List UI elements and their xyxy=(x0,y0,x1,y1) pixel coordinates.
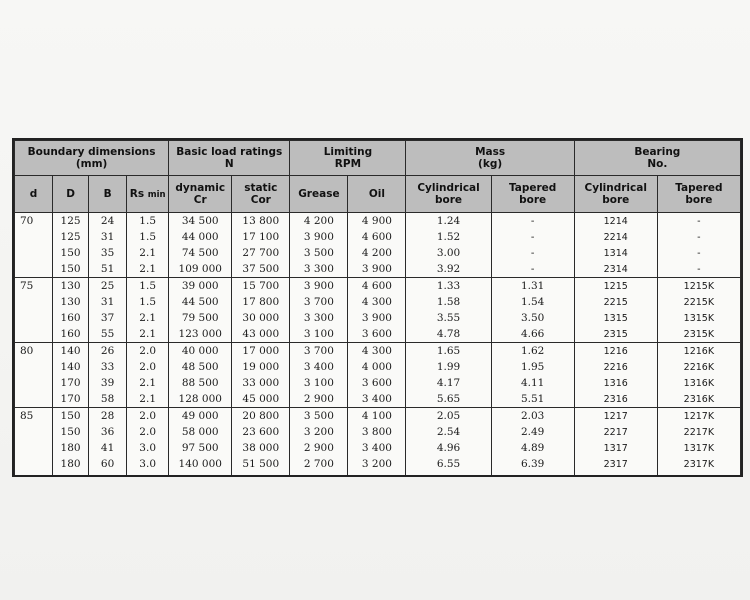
group-header: Basic load ratings N xyxy=(169,141,290,176)
table-cell: - xyxy=(491,229,574,245)
table-cell: 4 300 xyxy=(348,294,406,310)
table-cell: 1316K xyxy=(657,375,740,391)
table-cell: 2.0 xyxy=(127,359,169,375)
table-row xyxy=(15,456,741,475)
table-cell: 33 000 xyxy=(232,375,290,391)
table-cell: 3 600 xyxy=(348,375,406,391)
table-cell: 36 xyxy=(89,424,127,440)
table-cell: 170 xyxy=(53,375,89,391)
table-cell: 17 800 xyxy=(232,294,290,310)
table-cell: 28 xyxy=(89,408,127,425)
table-cell: 2 900 xyxy=(290,391,348,408)
table-cell: 2.05 xyxy=(406,408,491,425)
table-cell: 1315K xyxy=(657,310,740,326)
table-cell: 33 xyxy=(89,359,127,375)
bore-diameter-cell xyxy=(15,229,53,245)
table-cell: 3 400 xyxy=(348,391,406,408)
table-cell: 1316 xyxy=(574,375,657,391)
table-cell: 2.1 xyxy=(127,261,169,278)
table-cell: - xyxy=(491,245,574,261)
table-cell: 58 000 xyxy=(169,424,232,440)
group-header-row xyxy=(15,141,741,176)
column-header: Oil xyxy=(348,176,406,213)
table-cell: 1215 xyxy=(574,278,657,295)
table-cell: 40 000 xyxy=(169,343,232,360)
table-cell: 150 xyxy=(53,261,89,278)
table-cell: 20 800 xyxy=(232,408,290,425)
bore-diameter-cell xyxy=(15,391,53,408)
table-cell: 6.39 xyxy=(491,456,574,475)
table-cell: 3 900 xyxy=(290,278,348,295)
column-header: static Cor xyxy=(232,176,290,213)
table-cell: 1214 xyxy=(574,213,657,230)
table-cell: 3 900 xyxy=(348,261,406,278)
bore-diameter-cell xyxy=(15,456,53,475)
table-cell: 128 000 xyxy=(169,391,232,408)
table-cell: 43 000 xyxy=(232,326,290,343)
table-cell: 19 000 xyxy=(232,359,290,375)
table-cell: 25 xyxy=(89,278,127,295)
group-header: Limiting RPM xyxy=(290,141,406,176)
table-cell: 5.65 xyxy=(406,391,491,408)
table-cell: 79 500 xyxy=(169,310,232,326)
table-cell: 1317K xyxy=(657,440,740,456)
table-cell: 1.52 xyxy=(406,229,491,245)
table-cell: 1.5 xyxy=(127,294,169,310)
table-cell: 3.0 xyxy=(127,456,169,475)
table-cell: 74 500 xyxy=(169,245,232,261)
table-cell: 4 300 xyxy=(348,343,406,360)
bore-diameter-cell: 85 xyxy=(15,408,53,425)
column-header: dynamic Cr xyxy=(169,176,232,213)
table-cell: 2314 xyxy=(574,261,657,278)
table-cell: 4 200 xyxy=(348,245,406,261)
table-cell: 15 700 xyxy=(232,278,290,295)
table-cell: 2.1 xyxy=(127,391,169,408)
table-cell: 2215K xyxy=(657,294,740,310)
bore-diameter-cell: 70 xyxy=(15,213,53,230)
table-cell: 3.0 xyxy=(127,440,169,456)
table-cell: 3.00 xyxy=(406,245,491,261)
table-cell: 37 500 xyxy=(232,261,290,278)
table-cell: 26 xyxy=(89,343,127,360)
table-row xyxy=(15,310,741,326)
table-cell: 4.66 xyxy=(491,326,574,343)
column-header: B xyxy=(89,176,127,213)
column-header: D xyxy=(53,176,89,213)
table-cell: 3.92 xyxy=(406,261,491,278)
table-cell: 4 900 xyxy=(348,213,406,230)
table-cell: 2315K xyxy=(657,326,740,343)
table-cell: 17 100 xyxy=(232,229,290,245)
table-cell: 51 500 xyxy=(232,456,290,475)
bearing-spec-table xyxy=(14,140,741,475)
table-cell: 1217 xyxy=(574,408,657,425)
table-cell: 3 800 xyxy=(348,424,406,440)
table-cell: 1.62 xyxy=(491,343,574,360)
table-cell: 3 700 xyxy=(290,294,348,310)
table-cell: 45 000 xyxy=(232,391,290,408)
table-cell: - xyxy=(657,245,740,261)
table-cell: 44 000 xyxy=(169,229,232,245)
table-cell: - xyxy=(491,213,574,230)
column-header-row xyxy=(15,176,741,213)
bore-diameter-cell xyxy=(15,326,53,343)
table-row xyxy=(15,343,741,360)
table-cell: 55 xyxy=(89,326,127,343)
table-cell: 1216K xyxy=(657,343,740,360)
table-cell: 2.54 xyxy=(406,424,491,440)
table-cell: 140 xyxy=(53,359,89,375)
table-cell: 2317K xyxy=(657,456,740,475)
table-cell: 34 500 xyxy=(169,213,232,230)
group-header: Bearing No. xyxy=(574,141,740,176)
group-header: Boundary dimensions (mm) xyxy=(15,141,169,176)
table-cell: 2215 xyxy=(574,294,657,310)
table-cell: 180 xyxy=(53,440,89,456)
table-cell: 150 xyxy=(53,408,89,425)
table-cell: 160 xyxy=(53,310,89,326)
table-cell: 1216 xyxy=(574,343,657,360)
column-header: d xyxy=(15,176,53,213)
table-body xyxy=(15,213,741,476)
table-cell: 1317 xyxy=(574,440,657,456)
table-cell: 180 xyxy=(53,456,89,475)
table-cell: 140 000 xyxy=(169,456,232,475)
table-cell: 1315 xyxy=(574,310,657,326)
table-row xyxy=(15,261,741,278)
table-cell: 31 xyxy=(89,229,127,245)
column-header: Grease xyxy=(290,176,348,213)
table-cell: 3.50 xyxy=(491,310,574,326)
table-cell: 5.51 xyxy=(491,391,574,408)
table-cell: 1.24 xyxy=(406,213,491,230)
table-cell: 125 xyxy=(53,229,89,245)
table-cell: 3 700 xyxy=(290,343,348,360)
table-cell: 1.99 xyxy=(406,359,491,375)
bore-diameter-cell xyxy=(15,440,53,456)
table-row xyxy=(15,424,741,440)
table-cell: 35 xyxy=(89,245,127,261)
table-cell: 2.49 xyxy=(491,424,574,440)
table-cell: 2.1 xyxy=(127,310,169,326)
table-cell: 2.1 xyxy=(127,245,169,261)
column-header: Cylindrical bore xyxy=(406,176,491,213)
table-cell: 2.0 xyxy=(127,424,169,440)
bore-diameter-cell xyxy=(15,294,53,310)
table-cell: - xyxy=(491,261,574,278)
table-cell: 58 xyxy=(89,391,127,408)
table-cell: 27 700 xyxy=(232,245,290,261)
table-cell: 1215K xyxy=(657,278,740,295)
table-cell: 39 xyxy=(89,375,127,391)
table-cell: 4 000 xyxy=(348,359,406,375)
table-cell: 1.5 xyxy=(127,213,169,230)
table-cell: 150 xyxy=(53,424,89,440)
table-cell: 3 300 xyxy=(290,310,348,326)
table-cell: 1.58 xyxy=(406,294,491,310)
table-cell: 3 300 xyxy=(290,261,348,278)
table-cell: 13 800 xyxy=(232,213,290,230)
table-cell: 3 200 xyxy=(290,424,348,440)
table-cell: - xyxy=(657,229,740,245)
table-cell: 2.1 xyxy=(127,326,169,343)
table-row xyxy=(15,408,741,425)
table-cell: 4 600 xyxy=(348,229,406,245)
table-cell: 1.33 xyxy=(406,278,491,295)
table-cell: 3 500 xyxy=(290,408,348,425)
table-row xyxy=(15,359,741,375)
table-cell: 3 500 xyxy=(290,245,348,261)
group-header: Mass (kg) xyxy=(406,141,574,176)
table-cell: 3 400 xyxy=(348,440,406,456)
table-cell: 2217K xyxy=(657,424,740,440)
table-cell: 140 xyxy=(53,343,89,360)
table-cell: - xyxy=(657,261,740,278)
table-cell: 6.55 xyxy=(406,456,491,475)
table-cell: 4 100 xyxy=(348,408,406,425)
table-cell: 2 700 xyxy=(290,456,348,475)
table-row xyxy=(15,294,741,310)
column-header: Rs min xyxy=(127,176,169,213)
table-cell: 4 200 xyxy=(290,213,348,230)
table-row xyxy=(15,391,741,408)
table-cell: - xyxy=(657,213,740,230)
table-cell: 160 xyxy=(53,326,89,343)
table-cell: 1217K xyxy=(657,408,740,425)
table-cell: 51 xyxy=(89,261,127,278)
table-cell: 3 200 xyxy=(348,456,406,475)
table-cell: 3 100 xyxy=(290,375,348,391)
table-cell: 88 500 xyxy=(169,375,232,391)
table-cell: 2214 xyxy=(574,229,657,245)
table-cell: 1.54 xyxy=(491,294,574,310)
bore-diameter-cell: 75 xyxy=(15,278,53,295)
table-cell: 123 000 xyxy=(169,326,232,343)
table-cell: 2.03 xyxy=(491,408,574,425)
table-cell: 125 xyxy=(53,213,89,230)
table-cell: 4.96 xyxy=(406,440,491,456)
table-cell: 97 500 xyxy=(169,440,232,456)
table-row xyxy=(15,213,741,230)
table-cell: 1.95 xyxy=(491,359,574,375)
table-cell: 2.0 xyxy=(127,408,169,425)
table-cell: 4.78 xyxy=(406,326,491,343)
bore-diameter-cell xyxy=(15,359,53,375)
table-cell: 4 600 xyxy=(348,278,406,295)
table-cell: 23 600 xyxy=(232,424,290,440)
table-cell: 17 000 xyxy=(232,343,290,360)
table-cell: 24 xyxy=(89,213,127,230)
table-cell: 4.89 xyxy=(491,440,574,456)
table-row xyxy=(15,326,741,343)
table-cell: 3 900 xyxy=(290,229,348,245)
table-cell: 1.5 xyxy=(127,278,169,295)
table-cell: 2.1 xyxy=(127,375,169,391)
bore-diameter-cell xyxy=(15,261,53,278)
table-row xyxy=(15,278,741,295)
bore-diameter-cell: 80 xyxy=(15,343,53,360)
table-row xyxy=(15,375,741,391)
table-cell: 44 500 xyxy=(169,294,232,310)
column-header: Cylindrical bore xyxy=(574,176,657,213)
table-cell: 31 xyxy=(89,294,127,310)
column-header: Tapered bore xyxy=(657,176,740,213)
table-cell: 109 000 xyxy=(169,261,232,278)
table-cell: 1314 xyxy=(574,245,657,261)
bore-diameter-cell xyxy=(15,310,53,326)
table-cell: 38 000 xyxy=(232,440,290,456)
table-cell: 30 000 xyxy=(232,310,290,326)
table-row xyxy=(15,229,741,245)
table-cell: 3 100 xyxy=(290,326,348,343)
table-cell: 37 xyxy=(89,310,127,326)
table-cell: 4.11 xyxy=(491,375,574,391)
table-cell: 2.0 xyxy=(127,343,169,360)
table-cell: 3 400 xyxy=(290,359,348,375)
table-cell: 41 xyxy=(89,440,127,456)
table-cell: 2316 xyxy=(574,391,657,408)
table-cell: 1.31 xyxy=(491,278,574,295)
bore-diameter-cell xyxy=(15,424,53,440)
table-cell: 4.17 xyxy=(406,375,491,391)
table-cell: 3 600 xyxy=(348,326,406,343)
table-cell: 2216K xyxy=(657,359,740,375)
table-cell: 1.65 xyxy=(406,343,491,360)
table-cell: 2 900 xyxy=(290,440,348,456)
bearing-spec-table-frame xyxy=(12,138,743,477)
table-cell: 49 000 xyxy=(169,408,232,425)
column-header: Tapered bore xyxy=(491,176,574,213)
table-cell: 170 xyxy=(53,391,89,408)
table-cell: 39 000 xyxy=(169,278,232,295)
table-cell: 2216 xyxy=(574,359,657,375)
table-cell: 150 xyxy=(53,245,89,261)
table-cell: 2316K xyxy=(657,391,740,408)
table-cell: 2317 xyxy=(574,456,657,475)
table-cell: 1.5 xyxy=(127,229,169,245)
table-cell: 60 xyxy=(89,456,127,475)
table-cell: 2315 xyxy=(574,326,657,343)
table-cell: 2217 xyxy=(574,424,657,440)
table-row xyxy=(15,245,741,261)
bore-diameter-cell xyxy=(15,245,53,261)
table-cell: 3 900 xyxy=(348,310,406,326)
table-cell: 48 500 xyxy=(169,359,232,375)
table-cell: 130 xyxy=(53,294,89,310)
table-cell: 3.55 xyxy=(406,310,491,326)
bore-diameter-cell xyxy=(15,375,53,391)
table-row xyxy=(15,440,741,456)
table-header xyxy=(15,141,741,213)
table-cell: 130 xyxy=(53,278,89,295)
